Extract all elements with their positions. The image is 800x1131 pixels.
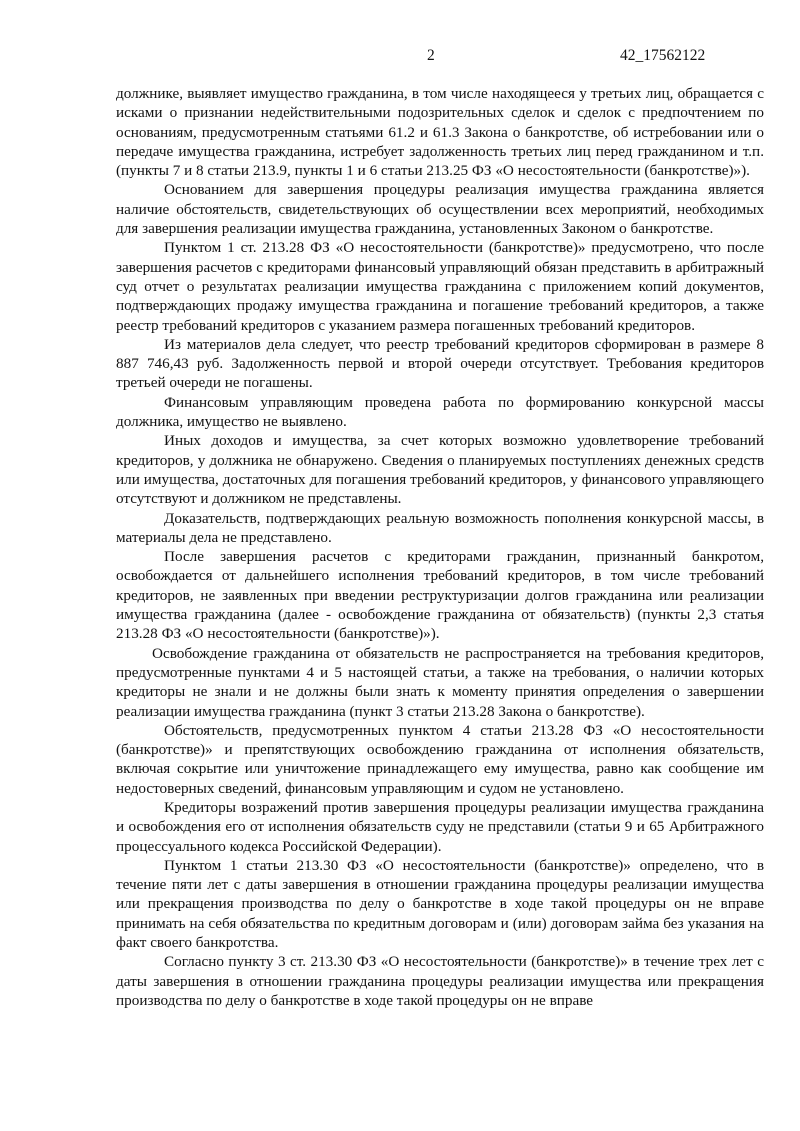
paragraph: Иных доходов и имущества, за счет которых возможно удовлетворение требований кредиторов, у должника не обнаружено. Сведения о планируемых поступлениях денежных средств или имущества, достаточных для погашения требований кредиторов, у финансового управляющего отсутствуют и должником не представлены. bbox=[116, 432, 764, 508]
paragraph: После завершения расчетов с кредиторами гражданин, признанный банкротом, освобождается от дальнейшего исполнения требований кредиторов, в том числе требований кредиторов, не заявленных при введении реструктуризации долгов гражданина или реализации имущества гражданина (далее - освобождение гражданина от обязательств) (пункты 2,3 статья 213.28 ФЗ «О несостоятельности (банкротстве)»). bbox=[116, 548, 764, 643]
paragraph: Пунктом 1 ст. 213.28 ФЗ «О несостоятельности (банкротстве)» предусмотрено, что после завершения расчетов с кредиторами финансовый управляющий обязан представить в арбитражный суд отчет о результатах реализации имущества гражданина с приложением копий документов, подтверждающих продажу имущества гражданина и погашение требований кредиторов, а также реестр требований кредиторов с указанием размера погашенных требований кредиторов. bbox=[116, 239, 764, 334]
document-body bbox=[116, 84, 764, 1010]
paragraph: Согласно пункту 3 ст. 213.30 ФЗ «О несостоятельности (банкротстве)» в течение трех лет с даты завершения в отношении гражданина процедуры реализации имущества или прекращения производства по делу о банкротстве в ходе такой процедуры он не вправе bbox=[116, 953, 764, 1009]
paragraph: Финансовым управляющим проведена работа по формированию конкурсной массы должника, имущество не выявлено. bbox=[116, 393, 764, 431]
paragraph: Доказательств, подтверждающих реальную возможность пополнения конкурсной массы, в материалы дела не представлено. bbox=[116, 509, 764, 546]
page-number: 2 bbox=[427, 47, 435, 64]
paragraph: Освобождение гражданина от обязательств не распространяется на требования кредиторов, предусмотренные пунктами 4 и 5 настоящей статьи, а также на требования, о наличии которых кредиторы не знали и не должны были знать к моменту принятия определения о завершении реализации имущества гражданина (пункт 3 статьи 213.28 Закона о банкротстве). bbox=[116, 644, 764, 720]
paragraph: Обстоятельств, предусмотренных пунктом 4 статьи 213.28 ФЗ «О несостоятельности (банкротстве)» и препятствующих освобождению гражданина от исполнения обязательств, включая сокрытие или уничтожение принадлежащего ему имущества, равно как сообщение им недостоверных сведений, финансовым управляющим и судом не установлено. bbox=[116, 721, 764, 797]
paragraph: Кредиторы возражений против завершения процедуры реализации имущества гражданина и освобождения его от исполнения обязательств суду не представили (статьи 9 и 65 Арбитражного процессуального кодекса Российской Федерации). bbox=[116, 798, 764, 855]
paragraph: Основанием для завершения процедуры реализация имущества гражданина является наличие обстоятельств, свидетельствующих об осуществлении всех мероприятий, необходимых для завершения реализации имущества гражданина, установленных Законом о банкротстве. bbox=[116, 181, 764, 238]
paragraph: Из материалов дела следует, что реестр требований кредиторов сформирован в размере 8 887 746,43 руб. Задолженность первой и второй очереди отсутствует. Требования кредиторов третьей очереди не погашены. bbox=[116, 335, 764, 392]
case-number: 42_17562122 bbox=[620, 47, 706, 64]
paragraph: должнике, выявляет имущество гражданина, в том числе находящееся у третьих лиц, обращается с исками о признании недействительными подозрительных сделок и сделок с предпочтением по основаниям, предусмотренным статьями 61.2 и 61.3 Закона о банкротстве, об истребовании или о передаче имущества гражданина, истребует задолженность третьих лиц перед гражданином и т.п. (пункты 7 и 8 статьи 213.9, пункты 1 и 6 статьи 213.25 ФЗ «О несостоятельности (банкротстве)»). bbox=[116, 85, 764, 180]
paragraph: Пунктом 1 статьи 213.30 ФЗ «О несостоятельности (банкротстве)» определено, что в течение пяти лет с даты завершения в отношении гражданина процедуры реализации имущества или прекращения производства по делу о банкротстве в ходе такой процедуры он не вправе принимать на себя обязательства по кредитным договорам и (или) договорам займа без указания на факт своего банкротства. bbox=[116, 856, 764, 952]
